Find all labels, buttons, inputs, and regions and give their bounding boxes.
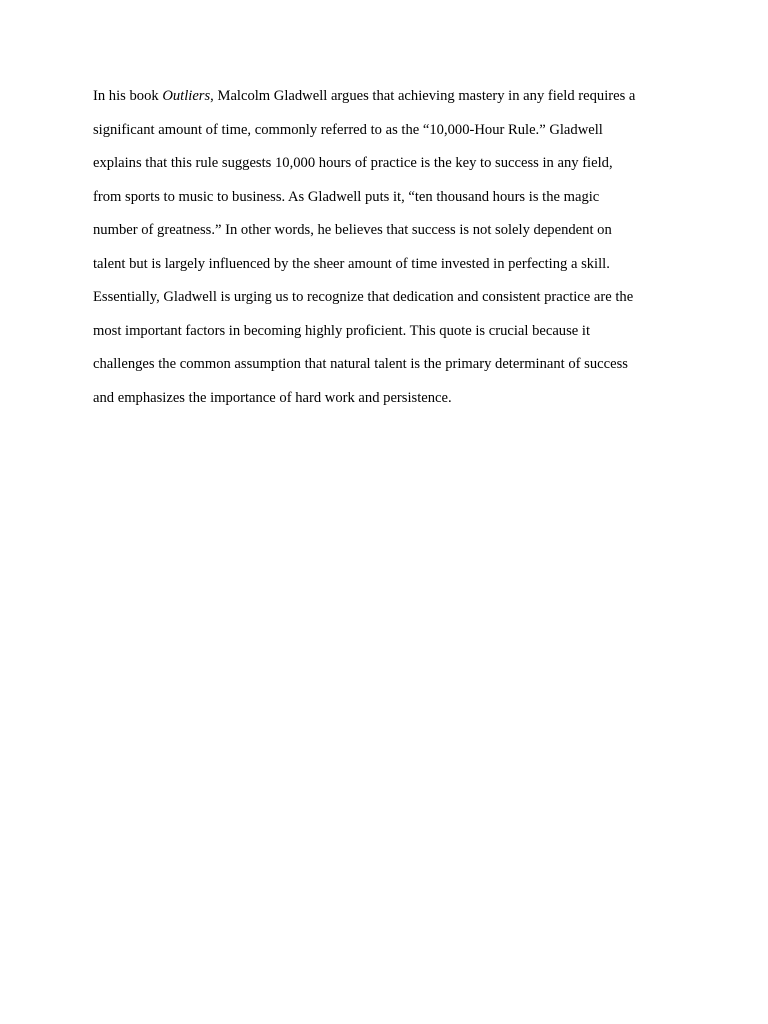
book-title: Outliers	[162, 88, 211, 104]
paragraph-line-10: and emphasizes the importance of hard work and persistence.	[93, 389, 452, 406]
paragraph-line-1	[93, 80, 693, 114]
paragraph-line-4: from sports to music to business. As Gladwell puts it, “ten thousand hours is the magic	[93, 188, 600, 205]
paragraph-line-8: most important factors in becoming highly proficient. This quote is crucial because it	[93, 322, 591, 339]
paragraph-line-9: challenges the common assumption that natural talent is the primary determinant of success	[93, 356, 628, 372]
paragraph-line-5: number of greatness.” In other words, he believes that success is not solely dependent on	[93, 222, 612, 238]
line-text-after-title: , Malcolm Gladwell argues that achieving mastery in any field requires a	[210, 88, 636, 104]
line-text-before-title: In his book	[93, 88, 163, 104]
paragraph-line-2: significant amount of time, commonly referred to as the “10,000-Hour Rule.” Gladwell	[93, 121, 603, 138]
body-paragraph	[93, 80, 693, 415]
paragraph-line-6: talent but is largely influenced by the sheer amount of time invested in perfecting a skill.	[93, 255, 610, 272]
paragraph-line-3: explains that this rule suggests 10,000 hours of practice is the key to success in any field,	[93, 155, 613, 171]
paragraph-line-7: Essentially, Gladwell is urging us to recognize that dedication and consistent practice are the	[93, 289, 634, 305]
